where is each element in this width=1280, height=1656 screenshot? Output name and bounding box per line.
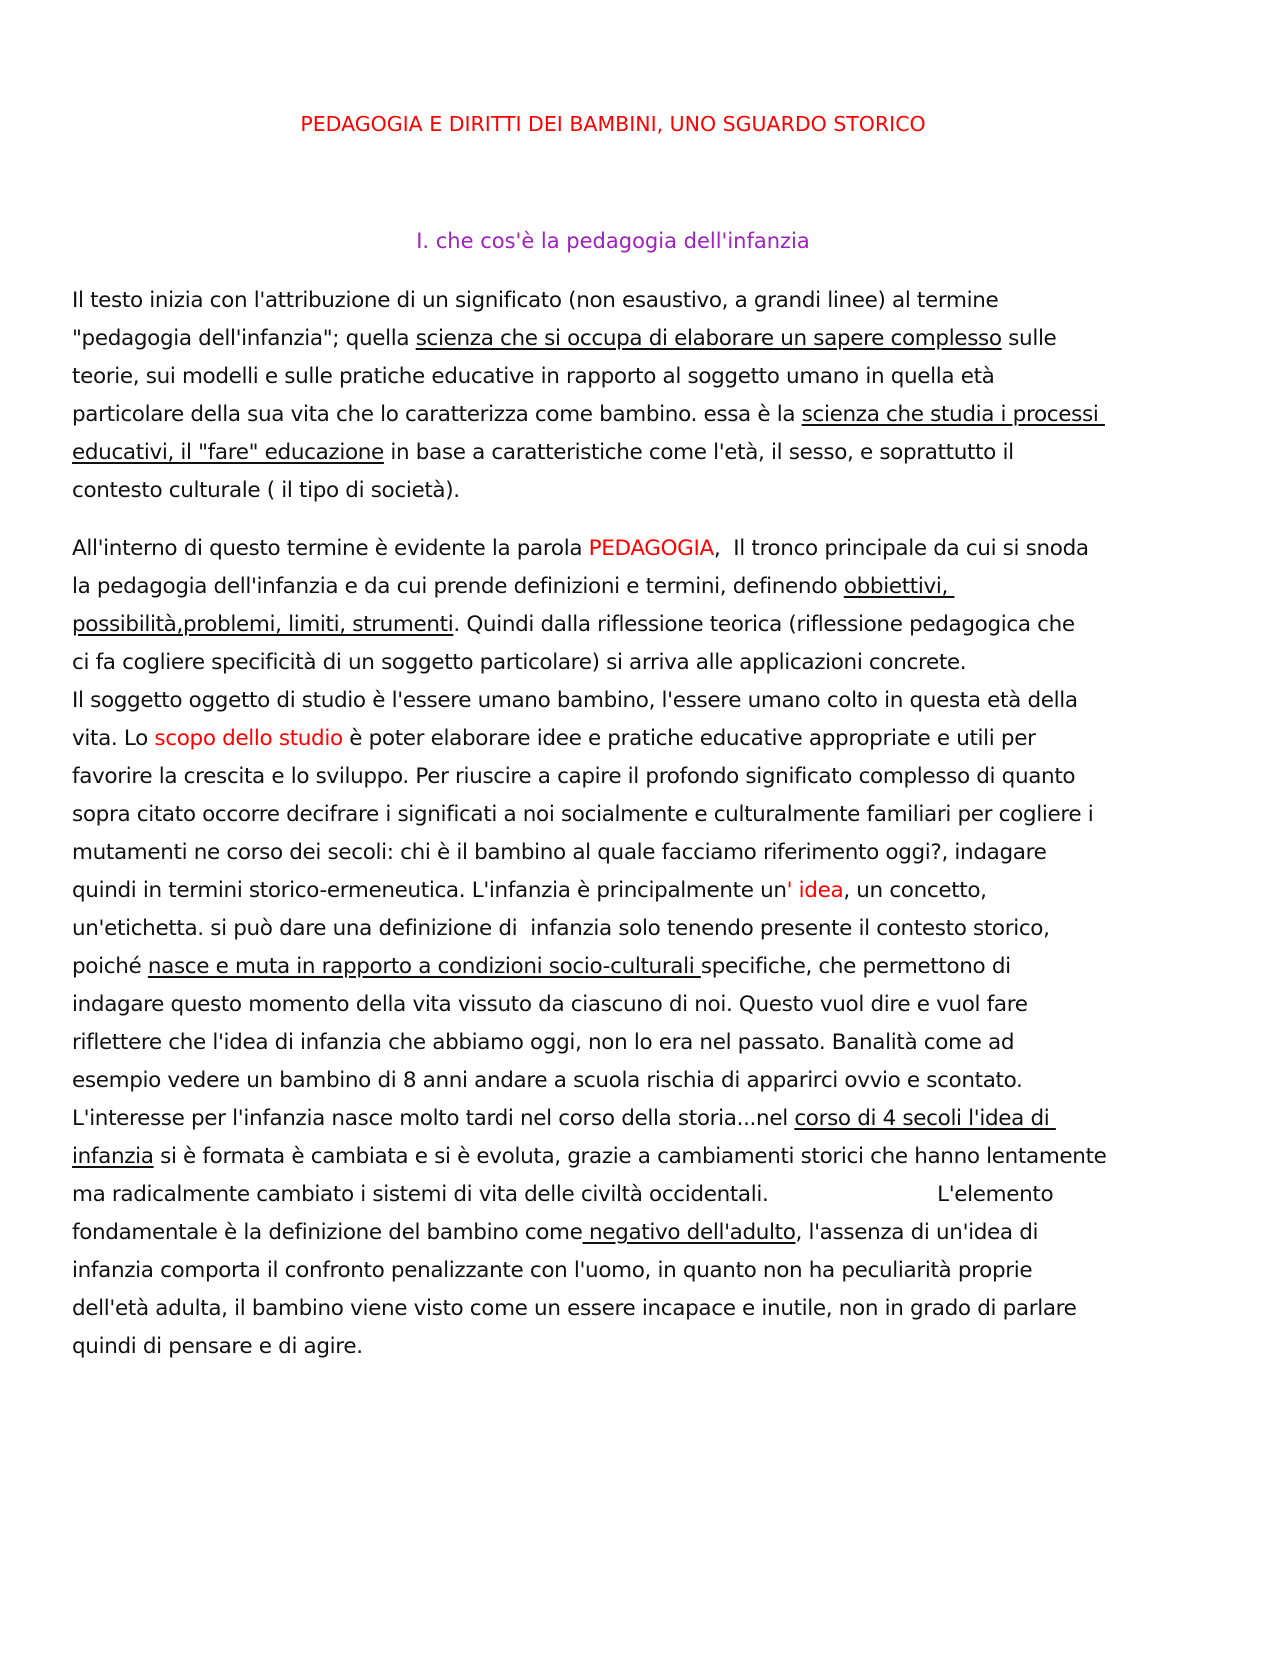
text-run: sulle [1001, 326, 1057, 351]
text-run: teorie, sui modelli e sulle pratiche educative in rapporto al soggetto umano in quella età [72, 364, 995, 389]
text-line [72, 1138, 1162, 1176]
text-line [72, 1100, 1162, 1138]
text-line [72, 1214, 1162, 1252]
text-run: riflettere che l'idea di infanzia che abbiamo oggi, non lo era nel passato. Banalità come ad [72, 1030, 1015, 1055]
text-run: , un concetto, [843, 878, 987, 903]
text-run: , l'assenza di un'idea di [795, 1220, 1039, 1245]
text-run: Il testo inizia con l'attribuzione di un significato (non esaustivo, a grandi linee) al termine [72, 288, 999, 313]
text-line [72, 1176, 1162, 1214]
text-line [72, 358, 1162, 396]
text-run: . Quindi dalla riflessione teorica (riflessione pedagogica che [453, 612, 1075, 637]
text-run: Il soggetto oggetto di studio è l'essere umano bambino, l'essere umano colto in questa età della [72, 688, 1078, 713]
underlined-text: obbiettivi, [843, 574, 955, 599]
text-run: dell'età adulta, il bambino viene visto come un essere incapace e inutile, non in grado di parlare [72, 1296, 1077, 1321]
text-line [72, 472, 1162, 510]
text-run: quindi in termini storico-ermeneutica. L'infanzia è principalmente un [72, 878, 787, 903]
text-run: specifiche, che permettono di [700, 954, 1011, 979]
text-run: un'etichetta. si può dare una definizione di infanzia solo tenendo presente il contesto storico, [72, 916, 1050, 941]
text-line [72, 834, 1162, 872]
text-line [72, 682, 1162, 720]
text-line [72, 872, 1162, 910]
text-run: si è formata è cambiata e si è evoluta, grazie a cambiamenti storici che hanno lentamente [153, 1144, 1107, 1169]
underlined-text: negativo dell'adulto [582, 1220, 796, 1245]
text-run: ci fa cogliere specificità di un soggetto particolare) si arriva alle applicazioni concrete. [72, 650, 967, 675]
text-run: mutamenti ne corso dei secoli: chi è il bambino al quale facciamo riferimento oggi?, indagare [72, 840, 1047, 865]
text-line [72, 396, 1162, 434]
section-heading: I. che cos'è la pedagogia dell'infanzia [416, 229, 810, 253]
underlined-text: possibilità,problemi, limiti, strumenti [72, 612, 454, 637]
text-line [72, 796, 1162, 834]
highlighted-text: PEDAGOGIA [588, 536, 714, 561]
text-run: è poter elaborare idee e pratiche educative appropriate e utili per [342, 726, 1036, 751]
text-run: , Il tronco principale da cui si snoda [713, 536, 1089, 561]
text-line [72, 644, 1162, 682]
text-run: "pedagogia dell'infanzia"; quella [72, 326, 416, 351]
text-run: All'interno di questo termine è evidente la parola [72, 536, 589, 561]
text-run: L'interesse per l'infanzia nasce molto tardi nel corso della storia...nel [72, 1106, 795, 1131]
text-line [72, 986, 1162, 1024]
text-run: indagare questo momento della vita vissuto da ciascuno di noi. Questo vuol dire e vuol fare [72, 992, 1028, 1017]
text-line [72, 910, 1162, 948]
text-line [72, 606, 1162, 644]
text-line [72, 1328, 1162, 1366]
text-line [72, 1024, 1162, 1062]
text-line [72, 1062, 1162, 1100]
text-line [72, 1252, 1162, 1290]
text-run: favorire la crescita e lo sviluppo. Per riuscire a capire il profondo significato complesso di quanto [72, 764, 1076, 789]
underlined-text: nasce e muta in rapporto a condizioni socio-culturali [147, 954, 701, 979]
text-run: particolare della sua vita che lo caratterizza come bambino. essa è la [72, 402, 802, 427]
paragraph-definition [72, 282, 1162, 510]
text-run: fondamentale è la definizione del bambino come [72, 1220, 583, 1245]
text-run: in base a caratteristiche come l'età, il sesso, e soprattutto il [383, 440, 1014, 465]
text-run: sopra citato occorre decifrare i significati a noi socialmente e culturalmente familiari per cogliere i [72, 802, 1094, 827]
underlined-text: educativi, il "fare" educazione [72, 440, 384, 465]
text-run: poiché [72, 954, 148, 979]
underlined-text: scienza che studia i processi [801, 402, 1105, 427]
text-line [72, 530, 1162, 568]
highlighted-text: ' idea [786, 878, 844, 903]
underlined-text: corso di 4 secoli l'idea di [794, 1106, 1056, 1131]
text-line [72, 1290, 1162, 1328]
text-line [72, 720, 1162, 758]
highlighted-text: scopo dello studio [154, 726, 343, 751]
text-line [72, 434, 1162, 472]
underlined-text: scienza che si occupa di elaborare un sapere complesso [415, 326, 1002, 351]
text-line [72, 948, 1162, 986]
text-line [72, 758, 1162, 796]
underlined-text: infanzia [72, 1144, 154, 1169]
text-run: la pedagogia dell'infanzia e da cui prende definizioni e termini, definendo [72, 574, 844, 599]
text-run: ma radicalmente cambiato i sistemi di vita delle civiltà occidentali. L'elemento [72, 1182, 1054, 1207]
text-line [72, 320, 1162, 358]
text-line [72, 568, 1162, 606]
document-title: PEDAGOGIA E DIRITTI DEI BAMBINI, UNO SGUARDO STORICO [300, 112, 926, 136]
text-run: esempio vedere un bambino di 8 anni andare a scuola rischia di apparirci ovvio e scontato. [72, 1068, 1023, 1093]
paragraph-pedagogy [72, 530, 1162, 1366]
text-run: contesto culturale ( il tipo di società). [72, 478, 460, 503]
text-line [72, 282, 1162, 320]
text-run: vita. Lo [72, 726, 155, 751]
text-run: quindi di pensare e di agire. [72, 1334, 363, 1359]
text-run: infanzia comporta il confronto penalizzante con l'uomo, in quanto non ha peculiarità proprie [72, 1258, 1033, 1283]
